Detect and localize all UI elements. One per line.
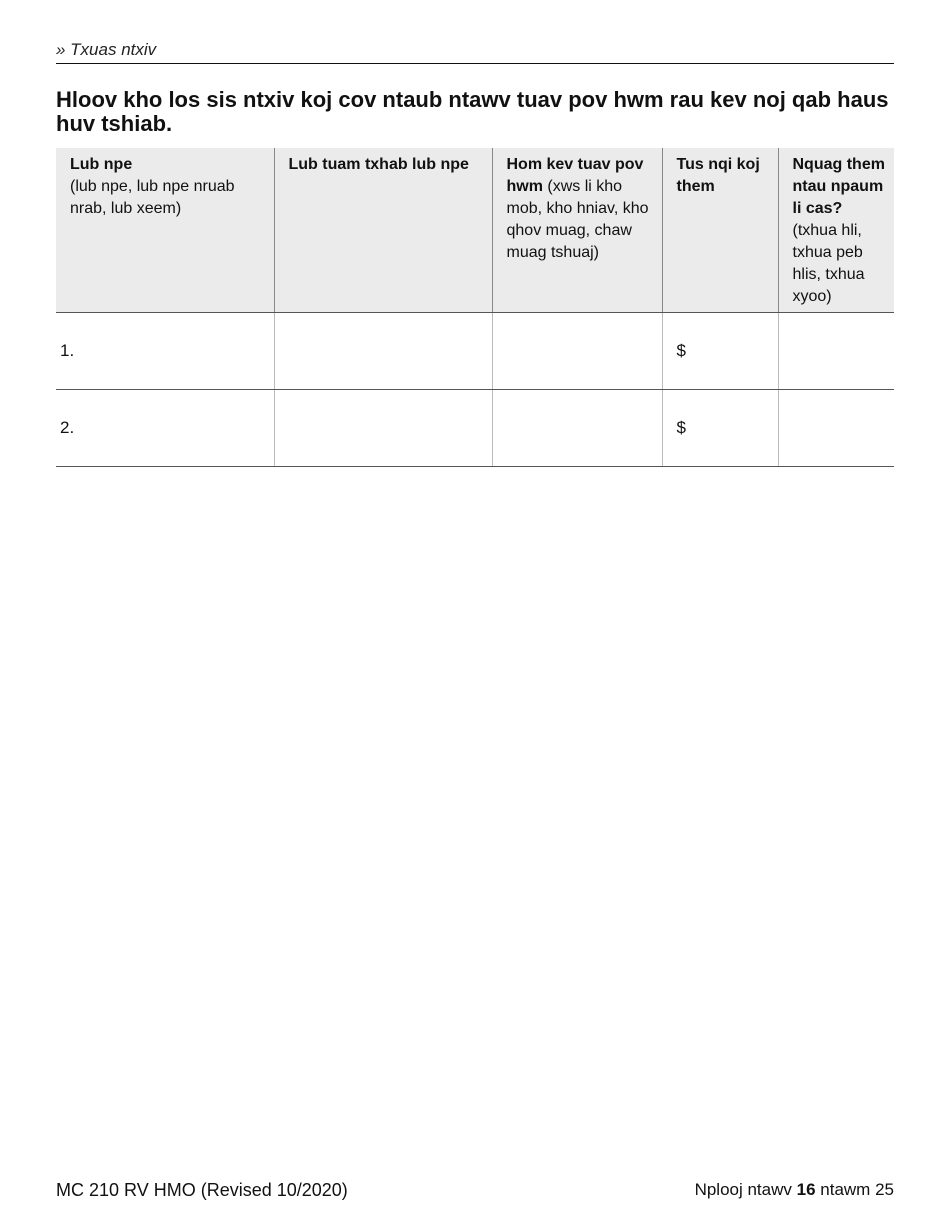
table-row: [56, 390, 894, 467]
table-row: [56, 313, 894, 390]
row-name-field[interactable]: [56, 313, 274, 390]
header-company-label: Lub tuam txhab lub npe: [288, 156, 469, 173]
header-coverage-type: [492, 148, 662, 313]
header-company: [274, 148, 492, 313]
row-frequency-field[interactable]: [778, 313, 894, 390]
page-number: [695, 1180, 894, 1200]
row-coverage-type-field[interactable]: [492, 313, 662, 390]
header-coverage-type-hint: (xws li kho mob, kho hniav, kho qhov muag, chaw muag tshuaj): [506, 178, 649, 261]
currency-symbol: $: [676, 418, 686, 437]
page-total: 25: [875, 1180, 894, 1199]
row-premium-field[interactable]: [662, 313, 778, 390]
page-prefix: Nplooj ntawv: [694, 1180, 797, 1199]
page-middle: ntawm: [815, 1180, 876, 1199]
row-coverage-type-field[interactable]: [492, 390, 662, 467]
row-number: 1.: [60, 341, 75, 360]
page-current: 16: [796, 1180, 816, 1199]
row-frequency-field[interactable]: [778, 390, 894, 467]
header-premium-label: Tus nqi koj them: [676, 156, 760, 195]
row-number: 2.: [60, 418, 75, 437]
row-name-field[interactable]: [56, 390, 274, 467]
row-company-field[interactable]: [274, 390, 492, 467]
breadcrumb: » Txuas ntxiv: [56, 40, 894, 64]
header-name-hint: (lub npe, lub npe nruab nrab, lub xeem): [70, 178, 235, 217]
header-frequency: [778, 148, 894, 313]
row-company-field[interactable]: [274, 313, 492, 390]
header-name-label: Lub npe: [70, 156, 133, 173]
header-frequency-label: Nquag them ntau npaum li cas?: [792, 156, 885, 217]
insurance-table: [56, 148, 894, 467]
header-premium: [662, 148, 778, 313]
form-id: MC 210 RV HMO (Revised 10/2020): [56, 1180, 348, 1200]
currency-symbol: $: [676, 341, 686, 360]
header-coverage-type-label: Hom kev tuav pov hwm: [506, 156, 644, 195]
header-name: [56, 148, 274, 313]
page-title: Hloov kho los sis ntxiv koj cov ntaub ntawv tuav pov hwm rau kev noj qab haus huv tshiab.: [56, 87, 889, 136]
table-header-row: [56, 148, 894, 313]
row-premium-field[interactable]: [662, 390, 778, 467]
header-frequency-hint: (txhua hli, txhua peb hlis, txhua xyoo): [792, 222, 865, 305]
